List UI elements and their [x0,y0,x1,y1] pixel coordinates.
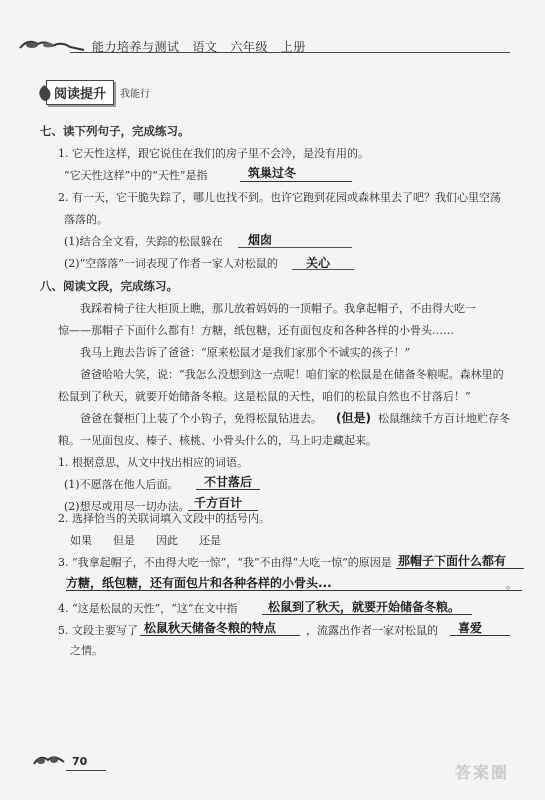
passage-p3-line1: 爸爸哈哈大笑，说：“我怎么没想到这一点呢！咱们家的松鼠是在储备冬粮呢。森林里的 [80,368,504,381]
section8-heading: 八、阅读文段，完成练习。 [40,279,178,293]
passage-p1-line1: 我踩着椅子往大柜顶上瞧，那儿放着妈妈的一顶帽子。我拿起帽子，不由得大吃一 [80,302,476,315]
s8-q1b-answer: 千方百计 [194,496,243,510]
footer-leaf-decoration-icon [32,752,66,768]
s7-q1-sub: “它天性这样”中的“天性”是指 [64,169,208,182]
s7-q2-line1: 2. 有一天，它干脆失踪了，哪儿也找不到。也许它跑到花园或森林里去了吧？我们心里空荡 [58,191,501,204]
s7-q1: 1. 它天性这样，跟它说住在我们的房子里不会冷，是没有用的。 [58,147,369,160]
s8-q1: 1. 根据意思，从文中找出相应的词语。 [58,456,248,469]
answer-line [292,269,354,270]
passage-p4-line2: 粮。一见面包皮、榛子、核桃、小骨头什么的，马上叼走藏起来。 [58,434,377,447]
answer-line [66,590,522,591]
header-title: 能力培养与测试 语文 六年级 上册 [92,40,306,54]
s8-q1b: (2)想尽或用尽一切办法。 [64,500,190,513]
reading-badge [46,78,150,106]
passage-p3-line2: 松鼠到了秋天，就要开始储备冬粮。这是松鼠的天性，咱们的松鼠自然也不甘落后！” [58,390,471,403]
s8-q5-end: 之情。 [70,644,103,657]
s8-q3: 3. “我拿起帽子，不由得大吃一惊”，“我”不由得“大吃一惊”的原因是 [58,556,392,569]
watermark: 答案圈 [455,763,510,782]
header-leaf-decoration-icon [18,38,86,52]
answer-line [196,489,260,490]
passage-p4-line1-b: 松鼠继续千方百计地贮存冬 [378,412,510,425]
ink-splash-icon [36,84,52,104]
s8-q4-answer: 松鼠到了秋天，就要开始储备冬粮。 [268,600,461,614]
s8-q5-answer2: 喜爱 [458,621,483,635]
answer-line [188,510,258,511]
page-number-rule [66,770,106,771]
s8-q1a-answer: 不甘落后 [204,475,253,489]
s8-q5-part2: ，流露出作者一家对松鼠的 [306,624,438,637]
answer-line [140,635,300,636]
s8-q5-part1: 5. 文段主要写了 [58,624,138,637]
s7-q2b: (2)“空落落”一词表现了作者一家人对松鼠的 [64,257,278,270]
s8-q3-period: 。 [506,578,517,591]
s8-q4: 4. “这是松鼠的天性”，“这”在文中指 [58,602,238,615]
s7-q2-line2: 落落的。 [64,213,108,226]
s8-q2: 2. 选择恰当的关联词填入文段中的括号内。 [58,512,270,525]
s8-q5-answer1: 松鼠秋天储备冬粮的特点 [144,621,277,635]
passage-p2: 我马上跑去告诉了爸爸：“原来松鼠才是我们家那个不诚实的孩子！” [80,346,411,359]
answer-line [450,635,510,636]
section7-heading: 七、读下列句子，完成练习。 [40,124,190,138]
s7-q2a-answer: 烟囱 [248,233,273,247]
s8-q3-answer-line1: 那帽子下面什么都有 [398,554,507,568]
passage-blank-answer: (但是) [336,411,371,425]
s8-q3-answer-line2: 方糖，纸包糖，还有面包片和各种各样的小骨头... [66,576,332,590]
answer-line [262,614,472,615]
answer-line [238,247,352,248]
badge-subtitle: 我能行 [120,88,151,100]
passage-p1-line2: 惊——那帽子下面什么都有！方糖，纸包糖，还有面包皮和各种各样的小骨头…… [58,324,454,337]
header-rule [70,52,510,53]
badge-title: 阅读提升 [46,80,114,105]
answer-line [396,568,524,569]
s7-q2a: (1)结合全文看，失踪的松鼠躲在 [64,235,223,248]
answer-line [240,181,352,182]
s7-q1-answer: 筑巢过冬 [248,166,297,180]
s8-q2-options: 如果 但是 因此 还是 [70,534,221,547]
passage-p4-line1-a: 爸爸在餐柜门上装了个小钩子，免得松鼠钻进去。 [80,412,322,425]
s7-q2b-answer: 关心 [306,256,331,270]
s8-q1a: (1)不愿落在他人后面。 [64,478,179,491]
page-number: 70 [72,755,88,768]
